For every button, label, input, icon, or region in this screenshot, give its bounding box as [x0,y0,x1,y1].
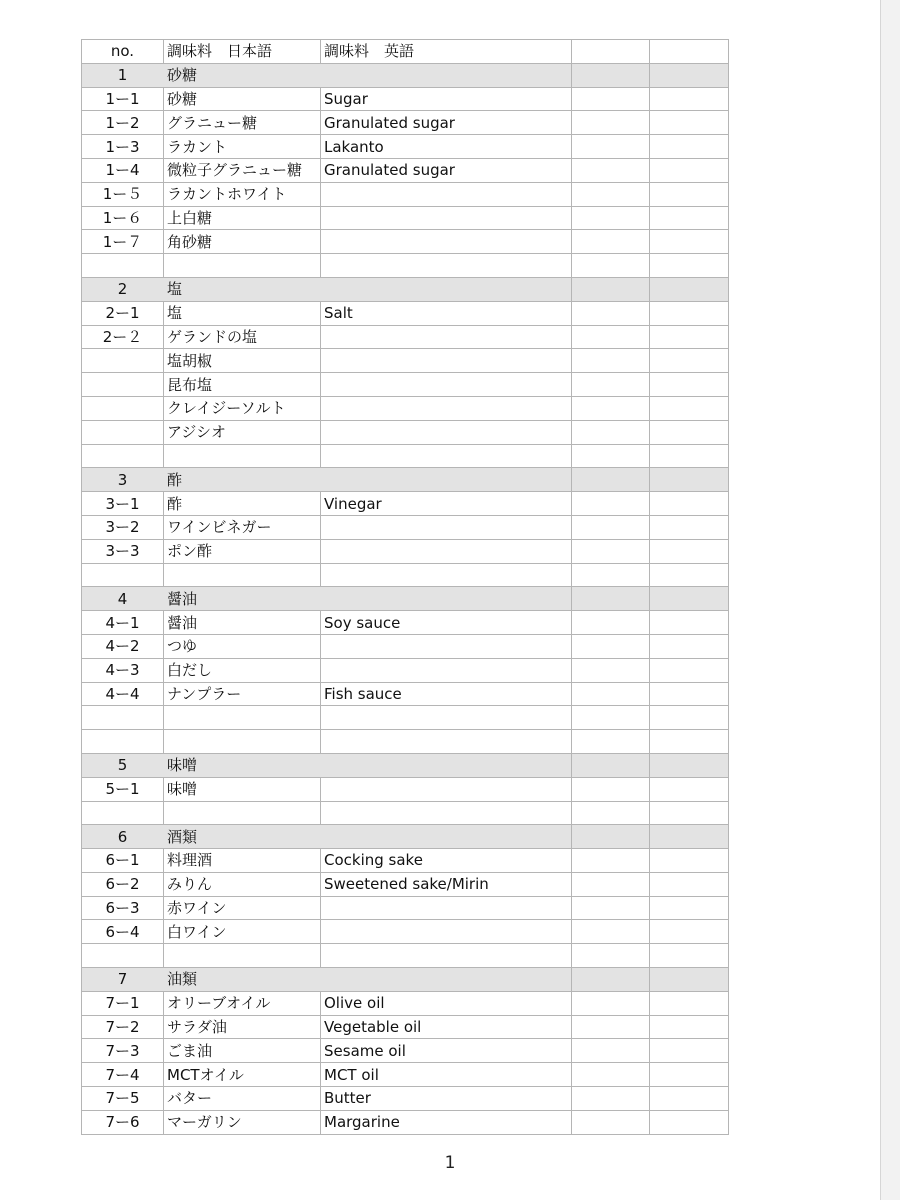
header-extra-1 [572,40,650,64]
cell-extra-1 [572,706,650,730]
cell-extra-2 [650,444,729,468]
cell-extra-1 [572,158,650,182]
category-row [82,753,729,777]
cell-extra-2 [650,753,729,777]
cell-extra-1 [572,515,650,539]
cell-japanese: 塩 [164,301,321,325]
cell-extra-1 [572,1087,650,1111]
cell-extra-1 [572,730,650,754]
cell-japanese: バター [164,1087,321,1111]
table-row [82,1110,729,1134]
cell-extra-2 [650,539,729,563]
cell-no: 3ー3 [82,539,164,563]
cell-extra-2 [650,87,729,111]
cell-english [321,944,572,968]
table-row [82,230,729,254]
table-row [82,682,729,706]
cell-extra-2 [650,991,729,1015]
table-row [82,301,729,325]
cell-extra-1 [572,349,650,373]
cell-extra-2 [650,1015,729,1039]
cell-extra-1 [572,920,650,944]
cell-extra-1 [572,1110,650,1134]
cell-japanese: オリーブオイル [164,991,321,1015]
seasoning-table [81,39,729,1135]
cell-no: 3ー1 [82,492,164,516]
cell-japanese: 味噌 [164,753,321,777]
cell-no [82,706,164,730]
cell-extra-1 [572,135,650,159]
cell-english [321,277,572,301]
cell-extra-2 [650,63,729,87]
table-row [82,254,729,278]
cell-extra-2 [650,777,729,801]
cell-english: Butter [321,1087,572,1111]
cell-japanese: アジシオ [164,420,321,444]
cell-no [82,254,164,278]
cell-extra-2 [650,182,729,206]
cell-english [321,896,572,920]
header-no: no. [82,40,164,64]
page-number: 1 [444,1153,456,1173]
cell-extra-1 [572,1063,650,1087]
cell-extra-2 [650,849,729,873]
cell-english [321,515,572,539]
table-row [82,135,729,159]
cell-english [321,968,572,992]
table-row [82,87,729,111]
cell-no: 7ー2 [82,1015,164,1039]
cell-extra-2 [650,706,729,730]
cell-english [321,254,572,278]
header-english: 調味料 英語 [321,40,572,64]
cell-japanese [164,944,321,968]
cell-no: 4ー2 [82,634,164,658]
cell-japanese: 微粒子グラニュー糖 [164,158,321,182]
cell-no: 1 [82,63,164,87]
cell-english: MCT oil [321,1063,572,1087]
cell-extra-1 [572,87,650,111]
cell-extra-1 [572,444,650,468]
table-row [82,658,729,682]
cell-japanese: ワインビネガー [164,515,321,539]
cell-extra-2 [650,325,729,349]
cell-extra-2 [650,730,729,754]
cell-extra-2 [650,277,729,301]
cell-extra-1 [572,896,650,920]
table-row [82,349,729,373]
cell-no: 1ー５ [82,182,164,206]
cell-japanese: 白だし [164,658,321,682]
cell-no: 7ー1 [82,991,164,1015]
cell-extra-1 [572,396,650,420]
cell-extra-1 [572,373,650,397]
cell-extra-2 [650,944,729,968]
table-row [82,373,729,397]
cell-extra-1 [572,492,650,516]
table-header-row [82,40,729,64]
cell-no: 7ー5 [82,1087,164,1111]
cell-no: 1ー７ [82,230,164,254]
category-row [82,468,729,492]
cell-english: Salt [321,301,572,325]
cell-extra-1 [572,254,650,278]
cell-extra-2 [650,349,729,373]
cell-english [321,587,572,611]
cell-extra-1 [572,301,650,325]
cell-extra-1 [572,1015,650,1039]
cell-no: 6 [82,825,164,849]
cell-japanese [164,254,321,278]
cell-extra-2 [650,968,729,992]
table-row [82,896,729,920]
cell-extra-1 [572,872,650,896]
header-extra-2 [650,40,729,64]
cell-no: 6ー4 [82,920,164,944]
table-row [82,801,729,825]
category-row [82,63,729,87]
cell-japanese: マーガリン [164,1110,321,1134]
cell-english [321,396,572,420]
table-row [82,872,729,896]
cell-no: 6ー1 [82,849,164,873]
cell-extra-1 [572,563,650,587]
cell-no: 4 [82,587,164,611]
cell-extra-1 [572,682,650,706]
cell-extra-2 [650,682,729,706]
cell-japanese [164,706,321,730]
cell-japanese: 酢 [164,492,321,516]
cell-english: Vegetable oil [321,1015,572,1039]
cell-no: 7ー4 [82,1063,164,1087]
cell-english: Lakanto [321,135,572,159]
cell-english [321,349,572,373]
cell-english: Margarine [321,1110,572,1134]
table-row [82,611,729,635]
cell-extra-1 [572,777,650,801]
cell-no: 7ー3 [82,1039,164,1063]
cell-extra-2 [650,135,729,159]
cell-extra-2 [650,825,729,849]
cell-extra-2 [650,396,729,420]
cell-extra-2 [650,872,729,896]
cell-extra-2 [650,587,729,611]
cell-english [321,182,572,206]
table-row [82,539,729,563]
cell-english [321,920,572,944]
cell-japanese: 醤油 [164,587,321,611]
cell-extra-2 [650,301,729,325]
cell-english [321,706,572,730]
table-row [82,777,729,801]
cell-extra-1 [572,277,650,301]
category-row [82,277,729,301]
cell-extra-2 [650,634,729,658]
cell-english [321,420,572,444]
cell-english [321,444,572,468]
table-row [82,444,729,468]
cell-japanese [164,444,321,468]
cell-english [321,777,572,801]
cell-extra-2 [650,658,729,682]
cell-no: 4ー3 [82,658,164,682]
cell-extra-1 [572,420,650,444]
cell-english [321,563,572,587]
cell-english: Granulated sugar [321,111,572,135]
cell-extra-1 [572,587,650,611]
cell-extra-1 [572,206,650,230]
table-row [82,158,729,182]
cell-japanese: クレイジーソルト [164,396,321,420]
cell-no: 6ー3 [82,896,164,920]
cell-english: Soy sauce [321,611,572,635]
cell-no: 1ー3 [82,135,164,159]
table-row [82,396,729,420]
cell-extra-2 [650,1039,729,1063]
table-row [82,849,729,873]
cell-no [82,420,164,444]
cell-extra-1 [572,634,650,658]
cell-japanese: ゲランドの塩 [164,325,321,349]
cell-japanese: ラカントホワイト [164,182,321,206]
cell-english [321,825,572,849]
cell-no: 3 [82,468,164,492]
cell-extra-2 [650,111,729,135]
cell-english [321,539,572,563]
table-row [82,920,729,944]
cell-no: 4ー1 [82,611,164,635]
cell-extra-1 [572,63,650,87]
cell-extra-2 [650,1110,729,1134]
cell-english [321,325,572,349]
cell-japanese: 塩 [164,277,321,301]
cell-japanese: 昆布塩 [164,373,321,397]
cell-japanese: 塩胡椒 [164,349,321,373]
cell-english: Sesame oil [321,1039,572,1063]
cell-english: Granulated sugar [321,158,572,182]
cell-no: 7ー6 [82,1110,164,1134]
table-row [82,730,729,754]
cell-japanese: ポン酢 [164,539,321,563]
category-row [82,587,729,611]
cell-no: 1ー2 [82,111,164,135]
cell-no: 2ー1 [82,301,164,325]
table-row [82,1063,729,1087]
cell-no [82,349,164,373]
cell-japanese: 醤油 [164,611,321,635]
cell-japanese: ごま油 [164,1039,321,1063]
table-row [82,1039,729,1063]
cell-extra-1 [572,539,650,563]
category-row [82,825,729,849]
cell-english [321,634,572,658]
cell-extra-2 [650,611,729,635]
cell-extra-1 [572,1039,650,1063]
cell-japanese: 酒類 [164,825,321,849]
table-row [82,563,729,587]
table-row [82,182,729,206]
cell-no: 7 [82,968,164,992]
cell-japanese: 砂糖 [164,87,321,111]
cell-english [321,206,572,230]
cell-no [82,563,164,587]
cell-no: 5 [82,753,164,777]
cell-extra-2 [650,468,729,492]
cell-english [321,230,572,254]
cell-japanese: 白ワイン [164,920,321,944]
table-row [82,944,729,968]
header-japanese: 調味料 日本語 [164,40,321,64]
cell-no [82,801,164,825]
cell-japanese: つゆ [164,634,321,658]
cell-english [321,801,572,825]
cell-no [82,944,164,968]
table-row [82,325,729,349]
cell-japanese: サラダ油 [164,1015,321,1039]
cell-extra-1 [572,182,650,206]
cell-extra-1 [572,825,650,849]
table-row [82,206,729,230]
cell-japanese: ラカント [164,135,321,159]
cell-extra-1 [572,230,650,254]
cell-no: 2 [82,277,164,301]
cell-japanese: MCTオイル [164,1063,321,1087]
cell-japanese: ナンプラー [164,682,321,706]
table-row [82,515,729,539]
cell-english: Sugar [321,87,572,111]
cell-extra-1 [572,991,650,1015]
cell-no [82,444,164,468]
cell-english: Olive oil [321,991,572,1015]
table-row [82,634,729,658]
cell-extra-2 [650,920,729,944]
cell-no: 4ー4 [82,682,164,706]
cell-extra-2 [650,563,729,587]
cell-english [321,730,572,754]
cell-extra-2 [650,801,729,825]
table-row [82,1015,729,1039]
cell-japanese: 料理酒 [164,849,321,873]
cell-no: 3ー2 [82,515,164,539]
cell-extra-1 [572,801,650,825]
table-row [82,492,729,516]
cell-extra-1 [572,658,650,682]
table-row [82,420,729,444]
cell-japanese: 味噌 [164,777,321,801]
cell-japanese: 油類 [164,968,321,992]
cell-japanese [164,563,321,587]
cell-extra-1 [572,611,650,635]
cell-japanese: グラニュー糖 [164,111,321,135]
cell-extra-2 [650,254,729,278]
cell-extra-1 [572,468,650,492]
cell-extra-1 [572,111,650,135]
cell-no: 1ー4 [82,158,164,182]
category-row [82,968,729,992]
cell-english [321,63,572,87]
cell-extra-1 [572,753,650,777]
cell-extra-2 [650,1087,729,1111]
cell-no: 1ー６ [82,206,164,230]
cell-extra-1 [572,944,650,968]
cell-japanese: 上白糖 [164,206,321,230]
cell-no: 6ー2 [82,872,164,896]
cell-japanese: 酢 [164,468,321,492]
cell-extra-1 [572,968,650,992]
cell-no: 1ー1 [82,87,164,111]
cell-japanese: みりん [164,872,321,896]
cell-japanese: 角砂糖 [164,230,321,254]
cell-japanese: 砂糖 [164,63,321,87]
cell-japanese [164,801,321,825]
cell-english: Sweetened sake/Mirin [321,872,572,896]
cell-english [321,373,572,397]
cell-english [321,468,572,492]
cell-extra-1 [572,325,650,349]
cell-no [82,373,164,397]
cell-extra-2 [650,492,729,516]
table-row [82,1087,729,1111]
cell-extra-1 [572,849,650,873]
cell-extra-2 [650,1063,729,1087]
cell-english: Vinegar [321,492,572,516]
table-row [82,111,729,135]
cell-no: 2ー２ [82,325,164,349]
cell-extra-2 [650,420,729,444]
cell-extra-2 [650,515,729,539]
cell-english: Cocking sake [321,849,572,873]
cell-no [82,396,164,420]
cell-english [321,658,572,682]
cell-english: Fish sauce [321,682,572,706]
cell-extra-2 [650,206,729,230]
table-row [82,991,729,1015]
cell-no: 5ー1 [82,777,164,801]
cell-extra-2 [650,373,729,397]
table-row [82,706,729,730]
cell-extra-2 [650,158,729,182]
cell-japanese [164,730,321,754]
cell-japanese: 赤ワイン [164,896,321,920]
cell-extra-2 [650,896,729,920]
cell-english [321,753,572,777]
cell-extra-2 [650,230,729,254]
cell-no [82,730,164,754]
